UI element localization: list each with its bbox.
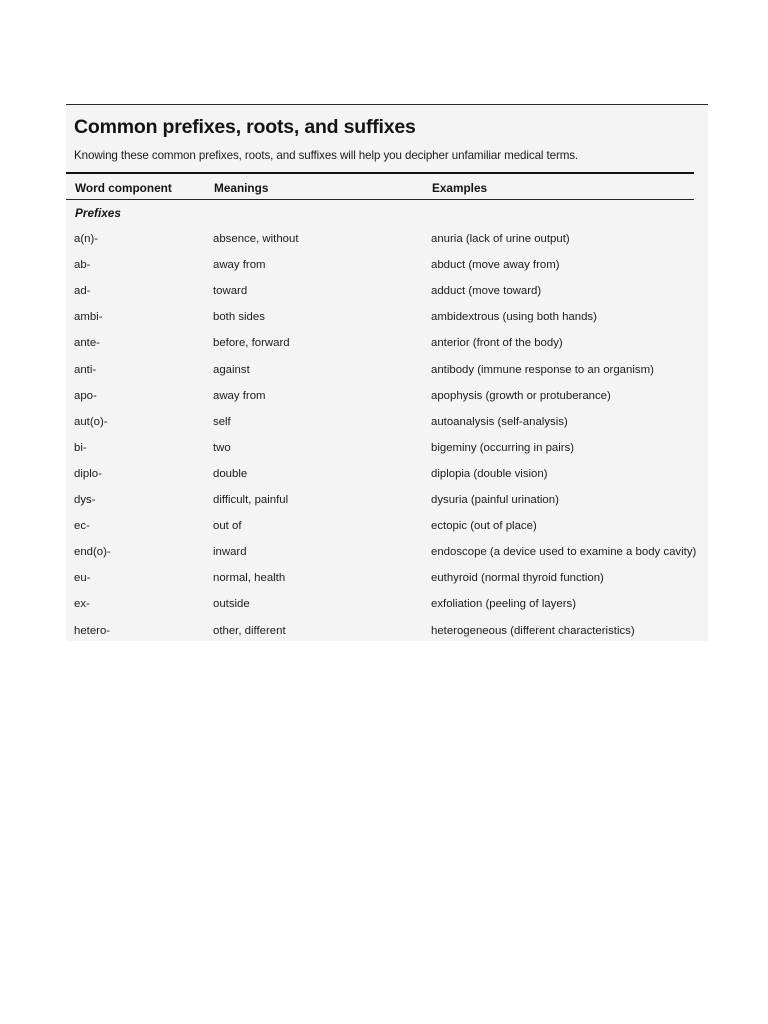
example-cell: antibody (immune response to an organism)	[431, 364, 654, 376]
example-cell: bigeminy (occurring in pairs)	[431, 442, 575, 454]
meaning-cell: absence, without	[213, 233, 299, 245]
table-row	[0, 233, 768, 251]
column-header-examples: Examples	[432, 181, 488, 195]
meaning-cell: self	[213, 416, 231, 428]
section-label-prefixes: Prefixes	[75, 206, 121, 220]
table-row	[0, 442, 768, 460]
table-row	[0, 598, 768, 616]
meaning-cell: away from	[213, 390, 266, 402]
word-component-cell: ec-	[74, 520, 90, 532]
page-title: Common prefixes, roots, and suffixes	[74, 116, 416, 138]
meaning-cell: outside	[213, 598, 250, 610]
word-component-cell: hetero-	[74, 625, 111, 637]
column-header-meanings: Meanings	[214, 181, 269, 195]
example-cell: diplopia (double vision)	[431, 468, 548, 480]
table-row	[0, 494, 768, 512]
word-component-cell: diplo-	[74, 468, 102, 480]
table-row	[0, 572, 768, 590]
word-component-cell: a(n)-	[74, 233, 99, 245]
word-component-cell: ad-	[74, 285, 91, 297]
word-component-cell: end(o)-	[74, 546, 111, 558]
table-row	[0, 625, 768, 643]
example-cell: heterogeneous (different characteristics)	[431, 625, 635, 637]
example-cell: euthyroid (normal thyroid function)	[431, 572, 604, 584]
meaning-cell: difficult, painful	[213, 494, 289, 506]
example-cell: dysuria (painful urination)	[431, 494, 559, 506]
word-component-cell: ab-	[74, 259, 91, 271]
meaning-cell: before, forward	[213, 337, 290, 349]
meaning-cell: normal, health	[213, 572, 286, 584]
meaning-cell: both sides	[213, 311, 265, 323]
meaning-cell: out of	[213, 520, 242, 532]
example-cell: abduct (move away from)	[431, 259, 560, 271]
meaning-cell: toward	[213, 285, 248, 297]
example-cell: anterior (front of the body)	[431, 337, 563, 349]
word-component-cell: aut(o)-	[74, 416, 108, 428]
meaning-cell: against	[213, 364, 250, 376]
word-component-cell: bi-	[74, 442, 87, 454]
meaning-cell: inward	[213, 546, 247, 558]
example-cell: exfoliation (peeling of layers)	[431, 598, 576, 610]
word-component-cell: eu-	[74, 572, 91, 584]
page-subtitle: Knowing these common prefixes, roots, and suffixes will help you decipher unfamiliar medical terms.	[74, 149, 579, 162]
meaning-cell: away from	[213, 259, 266, 271]
column-header-word-component: Word component	[75, 181, 172, 195]
word-component-cell: dys-	[74, 494, 96, 506]
table-row	[0, 285, 768, 303]
meaning-cell: two	[213, 442, 231, 454]
example-cell: anuria (lack of urine output)	[431, 233, 570, 245]
word-component-cell: ambi-	[74, 311, 103, 323]
table-row	[0, 337, 768, 355]
table-row	[0, 364, 768, 382]
word-component-cell: apo-	[74, 390, 97, 402]
example-cell: ectopic (out of place)	[431, 520, 537, 532]
table-row	[0, 416, 768, 434]
table-row	[0, 259, 768, 277]
meaning-cell: other, different	[213, 625, 286, 637]
table-row	[0, 468, 768, 486]
table-row	[0, 520, 768, 538]
table-row	[0, 390, 768, 408]
meaning-cell: double	[213, 468, 248, 480]
word-component-cell: anti-	[74, 364, 97, 376]
example-cell: ambidextrous (using both hands)	[431, 311, 597, 323]
example-cell: endoscope (a device used to examine a body cavity)	[431, 546, 697, 558]
example-cell: adduct (move toward)	[431, 285, 542, 297]
table-row	[0, 546, 768, 564]
word-component-cell: ex-	[74, 598, 90, 610]
word-component-cell: ante-	[74, 337, 100, 349]
example-cell: autoanalysis (self-analysis)	[431, 416, 568, 428]
example-cell: apophysis (growth or protuberance)	[431, 390, 611, 402]
table-row	[0, 311, 768, 329]
